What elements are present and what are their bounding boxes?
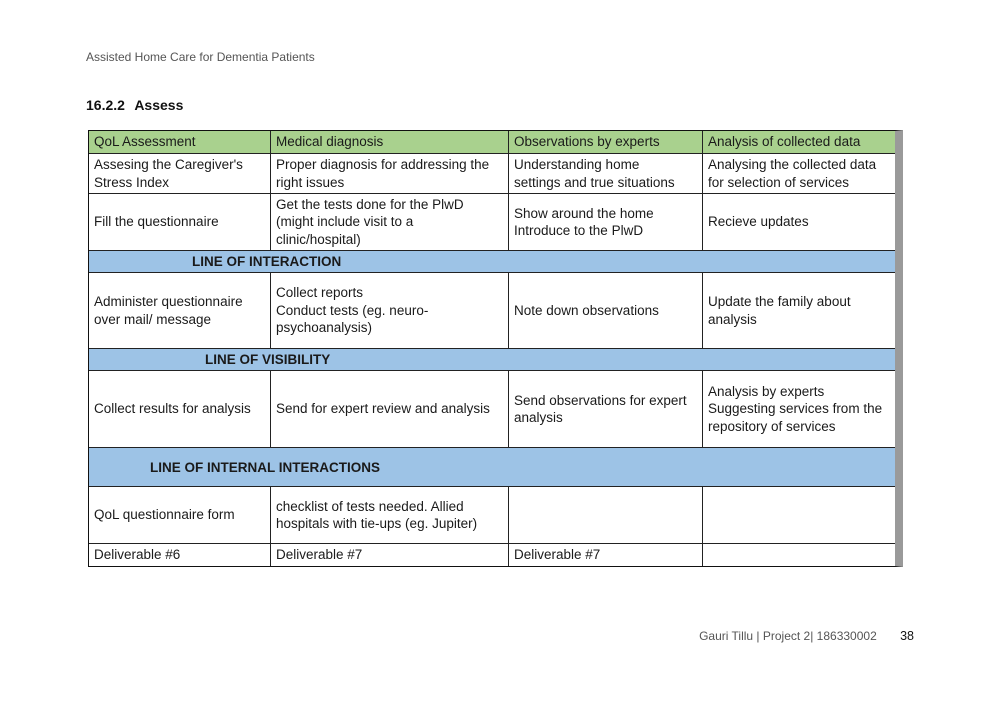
line-of-internal-interactions-band xyxy=(89,448,895,487)
band-label: LINE OF INTERNAL INTERACTIONS xyxy=(150,459,381,475)
band-label: LINE OF INTERACTION xyxy=(192,254,342,269)
table-cell xyxy=(509,487,703,543)
table-cell: Understanding home settings and true situations xyxy=(509,154,703,193)
table-cell: Get the tests done for the PlwD (might include visit to a clinic/hospital) xyxy=(271,194,509,250)
table-cell: Note down observations xyxy=(509,273,703,348)
table-cell: Show around the home Introduce to the PlwD xyxy=(509,194,703,250)
table-cell: Collect results for analysis xyxy=(89,371,271,447)
table-row xyxy=(89,273,895,349)
section-number: 16.2.2 xyxy=(86,97,125,113)
table-cell: Fill the questionnaire xyxy=(89,194,271,250)
table-cell: Update the family about analysis xyxy=(708,294,851,327)
table-row xyxy=(89,487,895,544)
table-cell: Proper diagnosis for addressing the right issues xyxy=(271,154,509,193)
table-row xyxy=(89,154,895,194)
line-of-visibility-band xyxy=(89,349,895,371)
table-header-row xyxy=(89,131,895,154)
table-cell xyxy=(703,487,895,543)
table-row xyxy=(89,371,895,448)
footer-author: Gauri Tillu | Project 2| 186330002 xyxy=(699,629,877,643)
header-cell: Observations by experts xyxy=(509,131,703,153)
table-row xyxy=(89,194,895,251)
running-header: Assisted Home Care for Dementia Patients xyxy=(86,50,315,64)
page-footer xyxy=(699,629,914,643)
deliverables-row xyxy=(89,544,895,566)
page-number: 38 xyxy=(900,629,914,643)
line-of-interaction-band xyxy=(89,251,895,273)
table-cell: Send for expert review and analysis xyxy=(271,371,509,447)
section-title: Assess xyxy=(134,97,184,113)
table-cell: Administer questionnaire over mail/ message xyxy=(89,273,271,348)
table-cell: Deliverable #7 xyxy=(271,544,509,566)
table-cell: Send observations for expert analysis xyxy=(509,371,703,447)
table-cell: Collect reports Conduct tests (eg. neuro- psychoanalysis) xyxy=(271,273,509,348)
section-heading xyxy=(86,97,183,113)
header-cell: Analysis of collected data xyxy=(703,131,895,153)
table-cell: Deliverable #7 xyxy=(509,544,703,566)
table-cell: Analysis by experts Suggesting services from the repository of services xyxy=(708,383,883,434)
table-cell xyxy=(703,544,895,566)
header-cell: QoL Assessment xyxy=(89,131,271,153)
band-label: LINE OF VISIBILITY xyxy=(205,352,331,367)
table-cell: Recieve updates xyxy=(708,214,809,230)
table-cell: Assesing the Caregiver's Stress Index xyxy=(89,154,271,193)
table-cell: Deliverable #6 xyxy=(89,544,271,566)
header-cell: Medical diagnosis xyxy=(271,131,509,153)
table-cell: Analysing the collected data for selection of services xyxy=(708,157,877,190)
table-cell: QoL questionnaire form xyxy=(89,487,271,543)
assess-blueprint-table xyxy=(88,130,903,567)
table-cell: checklist of tests needed. Allied hospitals with tie-ups (eg. Jupiter) xyxy=(271,487,509,543)
